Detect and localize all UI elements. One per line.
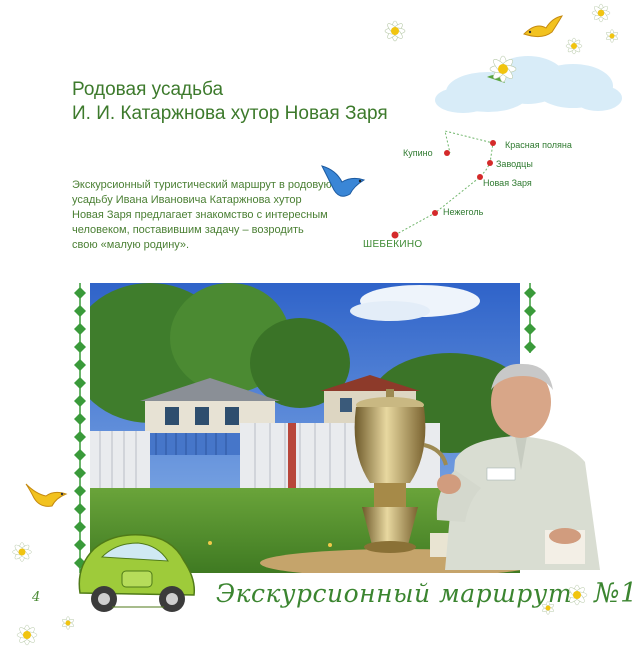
route-map	[355, 125, 615, 260]
map-label-stop-2: Новая Заря	[483, 178, 532, 188]
daisy-icon	[564, 36, 584, 56]
daisy-icon	[590, 2, 612, 24]
page-title	[72, 78, 388, 126]
car-icon	[72, 527, 202, 619]
daisy-icon	[486, 52, 520, 86]
map-label-start: ШЕБЕКИНО	[363, 239, 423, 250]
map-label-stop-1: Нежеголь	[443, 207, 484, 217]
page-title-line-1: Родовая усадьба	[72, 79, 224, 100]
footer-route-number: №1	[594, 578, 638, 609]
map-point-zavodtsy	[487, 160, 493, 166]
map-point-nezhegol	[432, 210, 438, 216]
daisy-icon	[604, 28, 620, 44]
bird-icon	[318, 160, 368, 202]
page-title-line-2: И. И. Катаржнова хутор Новая Заря	[72, 103, 388, 124]
daisy-icon	[14, 622, 40, 648]
footer-route-title	[216, 578, 638, 609]
map-point-kupino	[444, 150, 450, 156]
cloud-icon	[428, 42, 623, 117]
map-label-stop-3: Заводцы	[496, 159, 533, 169]
footer-route-label: Экскурсионный маршрут	[216, 579, 573, 608]
map-point-krasnaya-polyana	[490, 140, 496, 146]
map-label-stop-5: Купино	[403, 148, 433, 158]
daisy-icon	[382, 18, 408, 44]
map-point-shebekino	[392, 232, 399, 239]
map-label-stop-4: Красная поляна	[505, 140, 572, 150]
man-portrait	[425, 350, 625, 570]
page-number: 4	[32, 590, 41, 605]
bird-icon	[522, 14, 564, 42]
intro-paragraph: Экскурсионный туристический маршрут в родовую усадьбу Ивана Ивановича Катаржнова хутор Новая Заря предлагает знакомство с интересным человеком, поставившим задачу – возродить свою «малую родину».	[72, 179, 332, 251]
bird-icon	[24, 480, 68, 510]
ornament-border-right	[522, 283, 538, 353]
daisy-icon	[10, 540, 34, 564]
